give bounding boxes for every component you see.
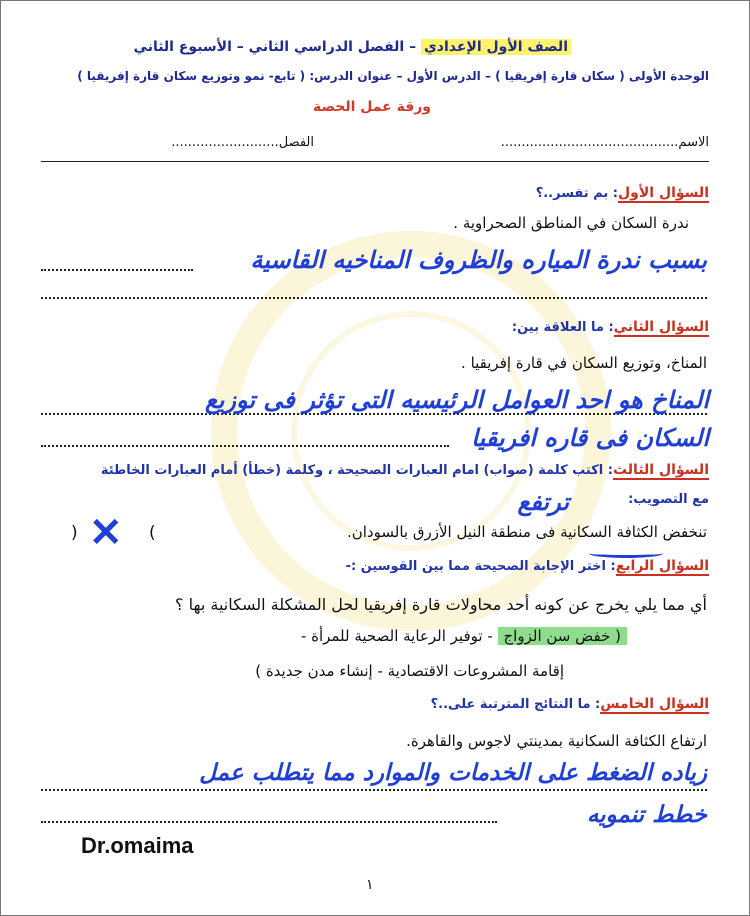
q3-statement: تنخفض الكثافة السكانية فى منطقة النيل الأزرق بالسودان.: [346, 523, 707, 541]
q1-title: السؤال الأول: [618, 185, 709, 201]
q2-statement: المناخ، وتوزيع السكان في قارة إفريقيا .: [461, 354, 707, 372]
q4-question: أي مما يلي يخرج عن كونه أحد محاولات قارة إفريقيا لحل المشكلة السكانية بها ؟: [175, 595, 707, 614]
q3-title: السؤال الثالث: [612, 462, 709, 478]
q4-heading: [346, 558, 709, 574]
header-divider: [41, 161, 709, 162]
page-number: ١: [366, 877, 374, 893]
q4-option-2: - توفير الرعاية الصحية للمرأة -: [300, 627, 498, 645]
q2-subtitle: : ما العلاقة بين:: [511, 320, 614, 335]
q1-blank-line: [41, 297, 707, 299]
q2-heading: [512, 319, 709, 335]
q1-statement: ندرة السكان في المناطق الصحراوية .: [453, 214, 689, 232]
q1-subtitle: : بم تفسر..؟: [535, 186, 619, 201]
q3-subtitle-2: مع التصويب:: [628, 492, 709, 507]
term-week: – الفصل الدراسي الثاني – الأسبوع الثاني: [133, 39, 421, 55]
q2-title: السؤال الثاني: [613, 319, 709, 335]
q4-selected-option: ( خفض سن الزواج: [498, 627, 628, 645]
worksheet-title: ورقة عمل الحصة: [312, 99, 431, 115]
q4-options-line-1: [301, 627, 627, 645]
q5-title: السؤال الخامس: [600, 696, 709, 712]
q4-subtitle: : اختر الإجابة الصحيحة مما بين القوسين :-: [345, 559, 616, 574]
q3-heading: [101, 462, 709, 478]
name-label: الاسم: [678, 135, 709, 150]
q5-subtitle: : ما النتائج المترتبة على..؟: [430, 697, 601, 712]
class-dots: ..........................: [171, 135, 279, 150]
q5-answer-line-1: [41, 789, 707, 791]
q5-heading: [431, 696, 709, 712]
q3-handwritten-underline: [589, 549, 663, 558]
q2-handwritten-answer-1: المناخ هو احد العوامل الرئيسيه التى تؤثر فى توزيع: [204, 385, 709, 414]
q5-handwritten-answer-2: خطط تنمويه: [586, 801, 707, 828]
q3-answer-bracket-open: (: [71, 523, 78, 543]
student-name-field: [501, 135, 709, 150]
q4-options-line-2: إقامة المشروعات الاقتصادية - إنشاء مدن جديدة ): [255, 662, 564, 680]
lesson-line: الوحدة الأولى ( سكان قارة إفريقيا ) – الدرس الأول – عنوان الدرس: ( تابع- نمو وتوزيع سكان قارة إفريقيا ): [77, 69, 709, 83]
class-label: الفصل: [278, 135, 314, 150]
q1-heading: [536, 185, 709, 201]
q1-handwritten-answer: بسبب ندرة المياره والظروف المناخيه القاسية: [250, 245, 707, 274]
q2-answer-line-2: [41, 445, 449, 447]
name-dots: ...........................................: [500, 135, 679, 150]
q3-handwritten-x-mark: ✕: [89, 509, 123, 556]
q1-answer-dots: [41, 269, 193, 271]
student-class-field: [171, 135, 314, 150]
q3-answer-bracket-close: ): [149, 523, 156, 543]
q5-statement: ارتفاع الكثافة السكانية بمدينتي لاجوس والقاهرة.: [406, 732, 707, 750]
author-signature: Dr.omaima: [81, 833, 194, 858]
header-grade-line: [134, 39, 571, 55]
q2-handwritten-answer-2: السكان فى قاره افريقيا: [471, 423, 709, 452]
grade-highlight: الصف الأول الإعدادي: [421, 39, 571, 55]
q3-handwritten-correction: ترتفع: [517, 487, 569, 516]
q5-answer-line-2: [41, 821, 497, 823]
q3-subtitle: : اكتب كلمة (صواب) امام العبارات الصحيحة ، وكلمة (خطأ) أمام العبارات الخاطئة: [100, 463, 613, 478]
q5-handwritten-answer-1: زياده الضغط على الخدمات والموارد مما يتطلب عمل: [199, 759, 707, 786]
q4-title: السؤال الرابع: [615, 558, 709, 574]
